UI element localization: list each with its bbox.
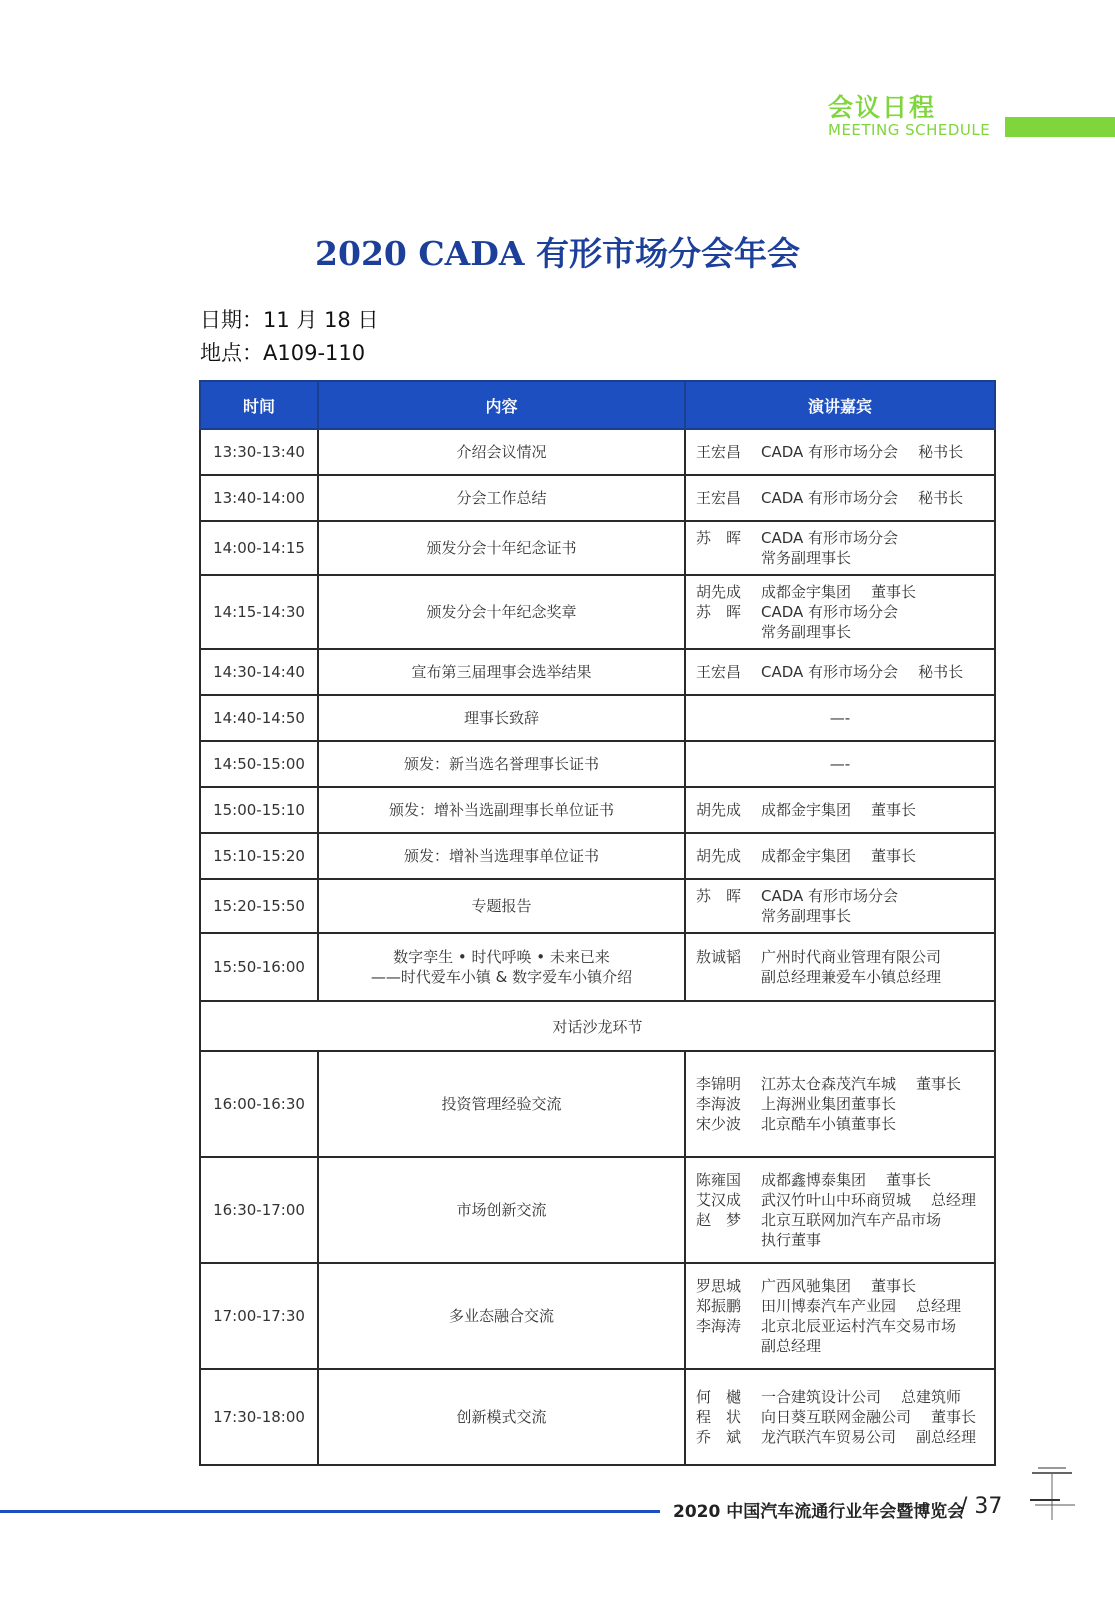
spacer xyxy=(851,846,871,866)
spacer xyxy=(851,800,871,820)
speaker-org: 广西风驰集团 xyxy=(761,1277,852,1295)
speaker-org: CADA 有形市场分会 xyxy=(761,663,899,681)
speaker-org: 江苏太仓森茂汽车城 xyxy=(761,1075,897,1093)
spacer xyxy=(896,1114,916,1134)
speaker-org: 武汉竹叶山中环商贸城 xyxy=(761,1191,912,1209)
content-line: ——时代爱车小镇 & 数字爱车小镇介绍 xyxy=(370,968,633,986)
speaker-cell xyxy=(685,1263,995,1369)
speaker-name: 苏 晖 xyxy=(696,529,742,547)
speaker-name: 艾汉成 xyxy=(696,1191,742,1209)
speaker-line xyxy=(696,1407,984,1427)
speaker-title: 董事长 xyxy=(916,1075,962,1093)
spacer xyxy=(821,1230,841,1250)
content-line: 介绍会议情况 xyxy=(456,443,547,461)
speaker-line xyxy=(696,1336,984,1356)
table-row xyxy=(200,1157,995,1263)
speaker-name: 苏 晖 xyxy=(696,603,742,621)
speaker-org: 成都鑫博泰集团 xyxy=(761,1171,867,1189)
speaker-name: 苏 晖 xyxy=(696,887,742,905)
speaker-name: 李锦明 xyxy=(696,1075,742,1093)
speaker-org: 北京北辰亚运村汽车交易市场 xyxy=(761,1317,957,1335)
speaker-org: 田川博泰汽车产业园 xyxy=(761,1297,897,1315)
spacer xyxy=(851,1276,871,1296)
content-line: 专题报告 xyxy=(471,897,532,915)
speaker-org: 一合建筑设计公司 xyxy=(761,1388,882,1406)
content-cell xyxy=(318,695,685,741)
venue-line: 地点：A109-110 xyxy=(200,341,366,365)
speaker-name: 王宏昌 xyxy=(696,443,742,461)
content-cell xyxy=(318,1051,685,1157)
speaker-name: 何 樾 xyxy=(696,1388,742,1406)
content-cell xyxy=(318,1369,685,1465)
speaker-org: 副总经理 xyxy=(761,1337,822,1355)
footer-event-title: 2020 中国汽车流通行业年会暨博览会 xyxy=(673,1502,965,1522)
table-row xyxy=(200,475,995,521)
section-header-en: MEETING SCHEDULE xyxy=(828,121,991,139)
speaker-cell xyxy=(685,521,995,575)
content-cell xyxy=(318,879,685,933)
speaker-cell: —- xyxy=(685,695,995,741)
time-cell: 17:00-17:30 xyxy=(200,1263,318,1369)
content-cell xyxy=(318,429,685,475)
content-line: 数字孪生 • 时代呼唤 • 未来已来 xyxy=(393,948,610,966)
time-cell: 17:30-18:00 xyxy=(200,1369,318,1465)
spacer xyxy=(898,442,918,462)
speaker-org: 副总经理兼爱车小镇总经理 xyxy=(761,968,942,986)
content-line: 创新模式交流 xyxy=(456,1408,547,1426)
speaker-org: 广州时代商业管理有限公司 xyxy=(761,948,942,966)
speaker-cell xyxy=(685,429,995,475)
content-line: 宣布第三届理事会选举结果 xyxy=(411,663,592,681)
speaker-org: CADA 有形市场分会 xyxy=(761,489,899,507)
content-cell xyxy=(318,575,685,649)
speaker-title: 总建筑师 xyxy=(901,1388,962,1406)
table-header-row xyxy=(200,381,995,429)
speaker-name: 胡先成 xyxy=(696,847,742,865)
speaker-title: 总经理 xyxy=(916,1297,962,1315)
speaker-cell xyxy=(685,475,995,521)
speaker-name: 郑振鹏 xyxy=(696,1297,742,1315)
header-content: 内容 xyxy=(318,381,685,429)
time-cell: 16:30-17:00 xyxy=(200,1157,318,1263)
spacer xyxy=(881,1387,901,1407)
speaker-title: 董事长 xyxy=(886,1171,932,1189)
speaker-org: CADA 有形市场分会 xyxy=(761,443,899,461)
table-row xyxy=(200,521,995,575)
spacer xyxy=(821,1336,841,1356)
time-cell: 14:50-15:00 xyxy=(200,741,318,787)
time-cell: 15:00-15:10 xyxy=(200,787,318,833)
spacer xyxy=(911,1190,931,1210)
spacer xyxy=(851,582,871,602)
table-row xyxy=(200,787,995,833)
speaker-title: 秘书长 xyxy=(918,489,964,507)
spacer xyxy=(896,1074,916,1094)
speaker-org: 成都金宇集团 xyxy=(761,847,852,865)
speaker-title: 董事长 xyxy=(871,583,917,601)
speaker-line xyxy=(696,1427,984,1447)
speaker-line xyxy=(696,800,984,820)
speaker-line xyxy=(696,1114,984,1134)
speaker-org: 常务副理事长 xyxy=(761,907,852,925)
section-label: 对话沙龙环节 xyxy=(200,1001,995,1051)
time-cell: 15:20-15:50 xyxy=(200,879,318,933)
speaker-line xyxy=(696,1276,984,1296)
speaker-org: 成都金宇集团 xyxy=(761,583,852,601)
speaker-line xyxy=(696,548,984,568)
speaker-line xyxy=(696,1296,984,1316)
time-cell: 14:30-14:40 xyxy=(200,649,318,695)
speaker-org: 龙汽联汽车贸易公司 xyxy=(761,1428,897,1446)
speaker-cell xyxy=(685,833,995,879)
time-cell: 14:15-14:30 xyxy=(200,575,318,649)
speaker-name: 王宏昌 xyxy=(696,663,742,681)
speaker-name xyxy=(696,906,761,926)
content-line: 颁发：新当选名誉理事长证书 xyxy=(403,755,599,773)
spacer xyxy=(896,1296,916,1316)
speaker-cell xyxy=(685,649,995,695)
speaker-name xyxy=(696,622,761,642)
spacer xyxy=(941,947,961,967)
speaker-line xyxy=(696,582,984,602)
table-row xyxy=(200,833,995,879)
speaker-cell xyxy=(685,879,995,933)
content-cell xyxy=(318,741,685,787)
footer-line xyxy=(0,1510,660,1513)
speaker-title: 董事长 xyxy=(871,801,917,819)
content-cell xyxy=(318,787,685,833)
spacer xyxy=(898,662,918,682)
speaker-line xyxy=(696,846,984,866)
spacer xyxy=(896,1094,916,1114)
date-line: 日期：11 月 18 日 xyxy=(200,308,379,332)
content-line: 颁发：增补当选副理事长单位证书 xyxy=(388,801,614,819)
content-cell xyxy=(318,475,685,521)
spacer xyxy=(941,967,961,987)
content-line: 颁发分会十年纪念证书 xyxy=(426,539,577,557)
speaker-org: 执行董事 xyxy=(761,1231,822,1249)
content-line: 分会工作总结 xyxy=(456,489,547,507)
content-cell xyxy=(318,1157,685,1263)
table-row xyxy=(200,1263,995,1369)
speaker-cell xyxy=(685,933,995,1001)
speaker-line xyxy=(696,602,984,622)
speaker-title: 副总经理 xyxy=(916,1428,977,1446)
time-cell: 13:40-14:00 xyxy=(200,475,318,521)
content-line: 颁发分会十年纪念奖章 xyxy=(426,603,577,621)
speaker-name: 胡先成 xyxy=(696,583,742,601)
speaker-name: 李海波 xyxy=(696,1095,742,1113)
speaker-title: 秘书长 xyxy=(918,443,964,461)
speaker-line xyxy=(696,1170,984,1190)
time-cell: 13:30-13:40 xyxy=(200,429,318,475)
speaker-name: 宋少波 xyxy=(696,1115,742,1133)
table-row xyxy=(200,695,995,741)
speaker-name: 乔 斌 xyxy=(696,1428,742,1446)
speaker-line xyxy=(696,528,984,548)
content-cell xyxy=(318,649,685,695)
speaker-line xyxy=(696,1190,984,1210)
content-cell xyxy=(318,933,685,1001)
speaker-name xyxy=(696,548,761,568)
time-cell: 16:00-16:30 xyxy=(200,1051,318,1157)
spacer xyxy=(911,1407,931,1427)
speaker-cell xyxy=(685,575,995,649)
speaker-title: 秘书长 xyxy=(918,663,964,681)
content-line: 颁发：增补当选理事单位证书 xyxy=(403,847,599,865)
page-title: 2020 CADA 有形市场分会年会 xyxy=(315,234,800,273)
speaker-name xyxy=(696,967,761,987)
speaker-org: CADA 有形市场分会 xyxy=(761,529,899,547)
building-deco-icon xyxy=(1030,1465,1080,1525)
table-row xyxy=(200,649,995,695)
header-accent-bar xyxy=(1005,117,1115,137)
speaker-title: 董事长 xyxy=(931,1408,977,1426)
table-row xyxy=(200,879,995,933)
schedule-table xyxy=(199,380,996,1466)
speaker-name: 罗思城 xyxy=(696,1277,742,1295)
speaker-org: 常务副理事长 xyxy=(761,623,852,641)
time-cell: 15:10-15:20 xyxy=(200,833,318,879)
page-number: / 37 xyxy=(960,1494,1003,1519)
content-line: 理事长致辞 xyxy=(463,709,539,727)
speaker-title: 董事长 xyxy=(871,847,917,865)
time-cell: 14:40-14:50 xyxy=(200,695,318,741)
spacer xyxy=(851,622,871,642)
content-line: 多业态融合交流 xyxy=(448,1307,554,1325)
table-row xyxy=(200,429,995,475)
speaker-name: 王宏昌 xyxy=(696,489,742,507)
speaker-org: CADA 有形市场分会 xyxy=(761,603,899,621)
speaker-line xyxy=(696,1230,984,1250)
spacer xyxy=(898,886,918,906)
time-cell: 15:50-16:00 xyxy=(200,933,318,1001)
speaker-cell xyxy=(685,1369,995,1465)
speaker-line xyxy=(696,662,984,682)
spacer xyxy=(956,1316,976,1336)
speaker-line xyxy=(696,886,984,906)
speaker-line xyxy=(696,1316,984,1336)
table-row xyxy=(200,933,995,1001)
section-header-cn: 会议日程 xyxy=(828,93,937,122)
speaker-name: 敖诚韬 xyxy=(696,948,742,966)
speaker-name xyxy=(696,1336,761,1356)
speaker-line xyxy=(696,947,984,967)
speaker-name: 赵 梦 xyxy=(696,1211,742,1229)
speaker-line xyxy=(696,442,984,462)
spacer xyxy=(898,528,918,548)
content-cell xyxy=(318,521,685,575)
speaker-line xyxy=(696,1210,984,1230)
spacer xyxy=(898,602,918,622)
speaker-org: 向日葵互联网金融公司 xyxy=(761,1408,912,1426)
speaker-org: 上海洲业集团董事长 xyxy=(761,1095,897,1113)
speaker-org: 常务副理事长 xyxy=(761,549,852,567)
table-row xyxy=(200,575,995,649)
spacer xyxy=(941,1210,961,1230)
speaker-org: CADA 有形市场分会 xyxy=(761,887,899,905)
time-cell: 14:00-14:15 xyxy=(200,521,318,575)
table-row xyxy=(200,1369,995,1465)
header-speakers: 演讲嘉宾 xyxy=(685,381,995,429)
spacer xyxy=(851,548,871,568)
speaker-line xyxy=(696,1387,984,1407)
speaker-line xyxy=(696,967,984,987)
section-row xyxy=(200,1001,995,1051)
speaker-name xyxy=(696,1230,761,1250)
speaker-name: 程 状 xyxy=(696,1408,742,1426)
speaker-cell xyxy=(685,787,995,833)
content-cell xyxy=(318,1263,685,1369)
header-time: 时间 xyxy=(200,381,318,429)
speaker-line xyxy=(696,488,984,508)
speaker-org: 北京酷车小镇董事长 xyxy=(761,1115,897,1133)
speaker-name: 陈雍国 xyxy=(696,1171,742,1189)
spacer xyxy=(898,488,918,508)
speaker-cell xyxy=(685,1157,995,1263)
speaker-title: 总经理 xyxy=(931,1191,977,1209)
spacer xyxy=(851,906,871,926)
spacer xyxy=(866,1170,886,1190)
speaker-org: 成都金宇集团 xyxy=(761,801,852,819)
speaker-title: 董事长 xyxy=(871,1277,917,1295)
speaker-name: 胡先成 xyxy=(696,801,742,819)
content-cell xyxy=(318,833,685,879)
speaker-name: 李海涛 xyxy=(696,1317,742,1335)
speaker-line xyxy=(696,622,984,642)
table-row xyxy=(200,1051,995,1157)
spacer xyxy=(896,1427,916,1447)
speaker-org: 北京互联网加汽车产品市场 xyxy=(761,1211,942,1229)
speaker-cell: —- xyxy=(685,741,995,787)
table-row xyxy=(200,741,995,787)
speaker-cell xyxy=(685,1051,995,1157)
speaker-line xyxy=(696,1074,984,1094)
content-line: 市场创新交流 xyxy=(456,1201,547,1219)
speaker-line xyxy=(696,906,984,926)
speaker-line xyxy=(696,1094,984,1114)
content-line: 投资管理经验交流 xyxy=(441,1095,562,1113)
